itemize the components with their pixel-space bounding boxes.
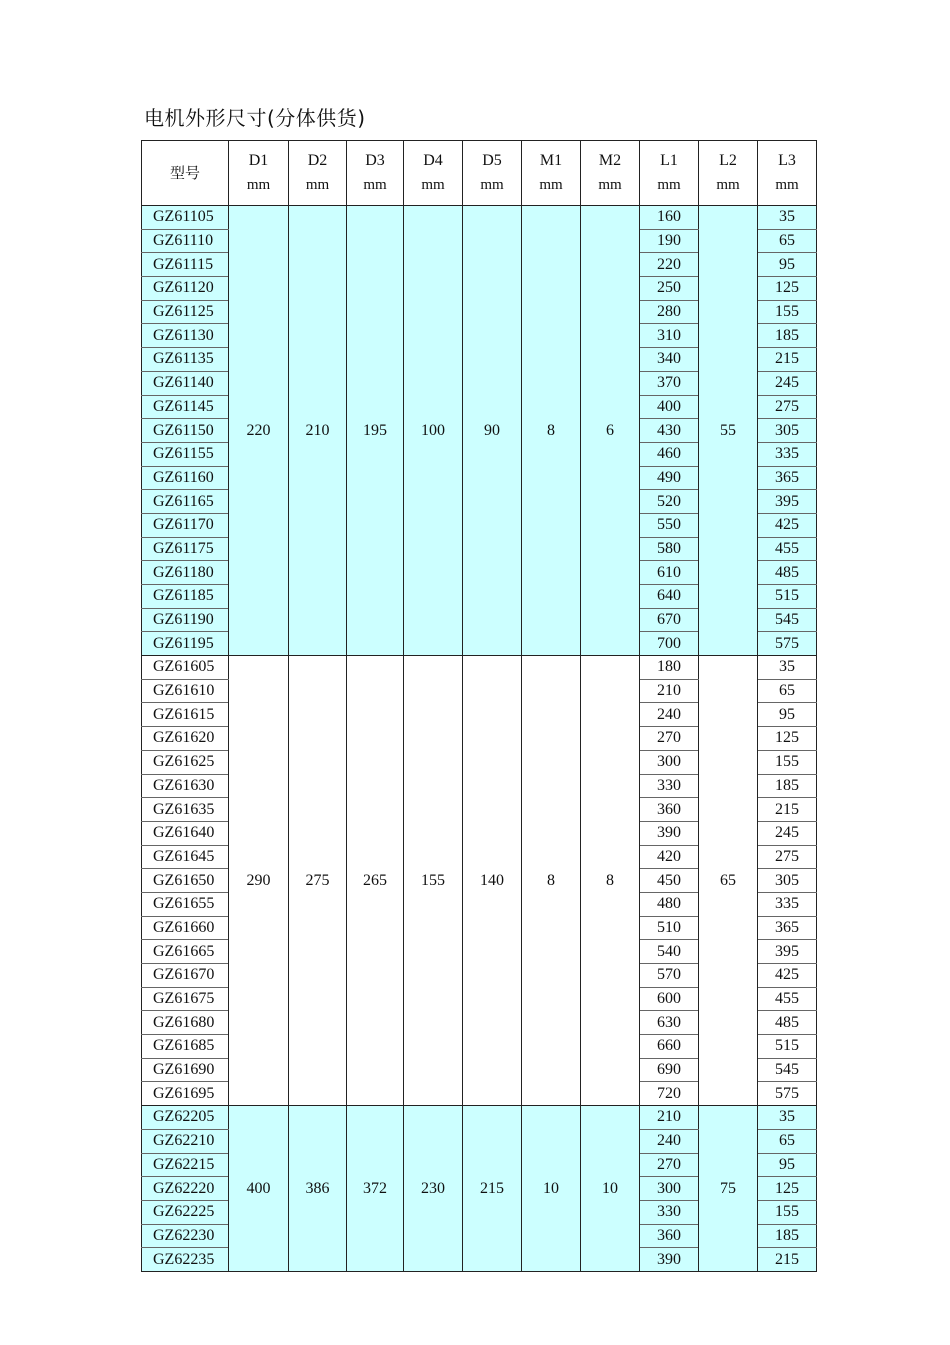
model-cell: GZ61190 <box>142 608 229 632</box>
header-d2 <box>289 141 347 206</box>
header-d3 <box>347 141 404 206</box>
model-cell: GZ61125 <box>142 300 229 324</box>
l1-cell: 330 <box>640 774 699 798</box>
header-d2-unit: mm <box>305 177 330 193</box>
d4-cell: 100 <box>404 206 463 656</box>
header-m1 <box>522 141 581 206</box>
model-cell: GZ61605 <box>142 656 229 680</box>
model-cell: GZ61635 <box>142 798 229 822</box>
model-cell: GZ61175 <box>142 537 229 561</box>
model-cell: GZ61185 <box>142 585 229 609</box>
l1-cell: 600 <box>640 987 699 1011</box>
page-title: 电机外形尺寸(分体供货) <box>144 106 366 130</box>
l3-cell: 35 <box>758 206 817 230</box>
l3-cell: 305 <box>758 419 817 443</box>
header-l2 <box>699 141 758 206</box>
model-cell: GZ61615 <box>142 703 229 727</box>
l3-cell: 245 <box>758 371 817 395</box>
header-m1-name: M1 <box>539 152 563 169</box>
l1-cell: 210 <box>640 1106 699 1130</box>
model-cell: GZ61665 <box>142 940 229 964</box>
l1-cell: 490 <box>640 466 699 490</box>
l1-cell: 430 <box>640 419 699 443</box>
l1-cell: 340 <box>640 348 699 372</box>
l3-cell: 95 <box>758 253 817 277</box>
model-cell: GZ61150 <box>142 419 229 443</box>
model-cell: GZ61155 <box>142 442 229 466</box>
l2-cell: 65 <box>699 656 758 1106</box>
l1-cell: 330 <box>640 1200 699 1224</box>
l1-cell: 240 <box>640 703 699 727</box>
l1-cell: 360 <box>640 1224 699 1248</box>
l3-cell: 185 <box>758 1224 817 1248</box>
header-d1-unit: mm <box>246 177 271 193</box>
d2-cell: 275 <box>289 656 347 1106</box>
l3-cell: 335 <box>758 442 817 466</box>
model-cell: GZ61180 <box>142 561 229 585</box>
l1-cell: 240 <box>640 1129 699 1153</box>
l1-cell: 640 <box>640 585 699 609</box>
l3-cell: 35 <box>758 1106 817 1130</box>
l1-cell: 370 <box>640 371 699 395</box>
l3-cell: 125 <box>758 277 817 301</box>
l1-cell: 660 <box>640 1035 699 1059</box>
l3-cell: 125 <box>758 1177 817 1201</box>
model-cell: GZ61110 <box>142 229 229 253</box>
l3-cell: 95 <box>758 703 817 727</box>
l3-cell: 65 <box>758 229 817 253</box>
l1-cell: 280 <box>640 300 699 324</box>
m1-cell: 8 <box>522 206 581 656</box>
header-m2 <box>581 141 640 206</box>
model-cell: GZ61130 <box>142 324 229 348</box>
table-row <box>142 1106 817 1130</box>
header-m1-unit: mm <box>539 177 563 193</box>
d2-cell: 386 <box>289 1106 347 1272</box>
l3-cell: 515 <box>758 1035 817 1059</box>
d3-cell: 372 <box>347 1106 404 1272</box>
table-group <box>142 656 817 1106</box>
l1-cell: 270 <box>640 727 699 751</box>
d1-cell: 220 <box>229 206 289 656</box>
header-l1-name: L1 <box>660 152 678 169</box>
l3-cell: 455 <box>758 537 817 561</box>
l3-cell: 485 <box>758 1011 817 1035</box>
d3-cell: 195 <box>347 206 404 656</box>
l3-cell: 185 <box>758 774 817 798</box>
d2-cell: 210 <box>289 206 347 656</box>
model-cell: GZ61120 <box>142 277 229 301</box>
l3-cell: 485 <box>758 561 817 585</box>
header-d4-name: D4 <box>423 152 443 169</box>
header-d4-unit: mm <box>421 177 445 193</box>
model-cell: GZ61620 <box>142 727 229 751</box>
l1-cell: 300 <box>640 750 699 774</box>
header-m2-unit: mm <box>598 177 622 193</box>
d1-cell: 400 <box>229 1106 289 1272</box>
m2-cell: 6 <box>581 206 640 656</box>
l3-cell: 575 <box>758 632 817 656</box>
model-cell: GZ62230 <box>142 1224 229 1248</box>
l3-cell: 215 <box>758 1248 817 1272</box>
l3-cell: 395 <box>758 490 817 514</box>
l1-cell: 630 <box>640 1011 699 1035</box>
header-d3-unit: mm <box>363 177 387 193</box>
l1-cell: 420 <box>640 845 699 869</box>
header-l3-name: L3 <box>778 152 796 169</box>
model-cell: GZ61140 <box>142 371 229 395</box>
l3-cell: 215 <box>758 348 817 372</box>
l2-cell: 55 <box>699 206 758 656</box>
model-cell: GZ61105 <box>142 206 229 230</box>
l3-cell: 125 <box>758 727 817 751</box>
model-cell: GZ62235 <box>142 1248 229 1272</box>
model-cell: GZ61630 <box>142 774 229 798</box>
l1-cell: 450 <box>640 869 699 893</box>
header-l2-unit: mm <box>716 177 740 193</box>
header-m2-name: M2 <box>598 152 622 169</box>
l1-cell: 220 <box>640 253 699 277</box>
l3-cell: 365 <box>758 466 817 490</box>
model-cell: GZ61690 <box>142 1058 229 1082</box>
l1-cell: 300 <box>640 1177 699 1201</box>
model-cell: GZ61675 <box>142 987 229 1011</box>
model-cell: GZ61685 <box>142 1035 229 1059</box>
d4-cell: 230 <box>404 1106 463 1272</box>
table-group <box>142 206 817 656</box>
l3-cell: 425 <box>758 964 817 988</box>
l3-cell: 305 <box>758 869 817 893</box>
d1-cell: 290 <box>229 656 289 1106</box>
l3-cell: 545 <box>758 608 817 632</box>
header-l3-unit: mm <box>775 177 799 193</box>
model-cell: GZ61695 <box>142 1082 229 1106</box>
l1-cell: 460 <box>640 442 699 466</box>
l3-cell: 65 <box>758 679 817 703</box>
l1-cell: 520 <box>640 490 699 514</box>
model-cell: GZ62215 <box>142 1153 229 1177</box>
model-cell: GZ61680 <box>142 1011 229 1035</box>
l3-cell: 155 <box>758 1200 817 1224</box>
header-d2-name: D2 <box>307 152 328 169</box>
model-cell: GZ61145 <box>142 395 229 419</box>
d3-cell: 265 <box>347 656 404 1106</box>
model-cell: GZ61645 <box>142 845 229 869</box>
model-cell: GZ61170 <box>142 513 229 537</box>
l1-cell: 310 <box>640 324 699 348</box>
d4-cell: 155 <box>404 656 463 1106</box>
d5-cell: 215 <box>463 1106 522 1272</box>
model-cell: GZ61160 <box>142 466 229 490</box>
l1-cell: 550 <box>640 513 699 537</box>
l1-cell: 540 <box>640 940 699 964</box>
dimension-table <box>141 140 817 1272</box>
l1-cell: 610 <box>640 561 699 585</box>
header-d5 <box>463 141 522 206</box>
model-cell: GZ62225 <box>142 1200 229 1224</box>
table-row <box>142 656 817 680</box>
l2-cell: 75 <box>699 1106 758 1272</box>
l3-cell: 245 <box>758 821 817 845</box>
d5-cell: 140 <box>463 656 522 1106</box>
l3-cell: 545 <box>758 1058 817 1082</box>
header-l1-unit: mm <box>657 177 681 193</box>
model-cell: GZ61115 <box>142 253 229 277</box>
l3-cell: 335 <box>758 892 817 916</box>
l1-cell: 510 <box>640 916 699 940</box>
model-cell: GZ62205 <box>142 1106 229 1130</box>
l3-cell: 455 <box>758 987 817 1011</box>
d5-cell: 90 <box>463 206 522 656</box>
l3-cell: 185 <box>758 324 817 348</box>
l3-cell: 395 <box>758 940 817 964</box>
table-group <box>142 1106 817 1272</box>
l1-cell: 190 <box>640 229 699 253</box>
l1-cell: 670 <box>640 608 699 632</box>
table-row <box>142 206 817 230</box>
l1-cell: 690 <box>640 1058 699 1082</box>
header-d1-name: D1 <box>248 152 269 169</box>
l1-cell: 720 <box>640 1082 699 1106</box>
model-cell: GZ62210 <box>142 1129 229 1153</box>
header-d5-unit: mm <box>480 177 504 193</box>
l3-cell: 35 <box>758 656 817 680</box>
model-cell: GZ61610 <box>142 679 229 703</box>
l1-cell: 210 <box>640 679 699 703</box>
model-cell: GZ61165 <box>142 490 229 514</box>
l1-cell: 480 <box>640 892 699 916</box>
model-cell: GZ61650 <box>142 869 229 893</box>
header-d5-name: D5 <box>482 152 502 169</box>
l1-cell: 390 <box>640 821 699 845</box>
header-l1 <box>640 141 699 206</box>
l3-cell: 95 <box>758 1153 817 1177</box>
m1-cell: 8 <box>522 656 581 1106</box>
l3-cell: 155 <box>758 300 817 324</box>
l1-cell: 270 <box>640 1153 699 1177</box>
l1-cell: 180 <box>640 656 699 680</box>
header-l2-name: L2 <box>719 152 737 169</box>
l1-cell: 390 <box>640 1248 699 1272</box>
model-cell: GZ61640 <box>142 821 229 845</box>
l3-cell: 275 <box>758 845 817 869</box>
model-cell: GZ61660 <box>142 916 229 940</box>
model-cell: GZ61625 <box>142 750 229 774</box>
model-cell: GZ61135 <box>142 348 229 372</box>
model-cell: GZ61670 <box>142 964 229 988</box>
l3-cell: 575 <box>758 1082 817 1106</box>
model-cell: GZ61655 <box>142 892 229 916</box>
l1-cell: 160 <box>640 206 699 230</box>
l1-cell: 250 <box>640 277 699 301</box>
header-l3 <box>758 141 817 206</box>
l1-cell: 580 <box>640 537 699 561</box>
header-d1 <box>229 141 289 206</box>
m2-cell: 8 <box>581 656 640 1106</box>
model-cell: GZ62220 <box>142 1177 229 1201</box>
l3-cell: 425 <box>758 513 817 537</box>
header-d3-name: D3 <box>365 152 385 169</box>
l3-cell: 215 <box>758 798 817 822</box>
l1-cell: 700 <box>640 632 699 656</box>
header-model: 型号 <box>142 141 229 206</box>
m2-cell: 10 <box>581 1106 640 1272</box>
l1-cell: 360 <box>640 798 699 822</box>
table-header <box>142 141 817 206</box>
l3-cell: 155 <box>758 750 817 774</box>
l3-cell: 65 <box>758 1129 817 1153</box>
header-d4 <box>404 141 463 206</box>
model-cell: GZ61195 <box>142 632 229 656</box>
m1-cell: 10 <box>522 1106 581 1272</box>
l1-cell: 570 <box>640 964 699 988</box>
l3-cell: 275 <box>758 395 817 419</box>
l3-cell: 365 <box>758 916 817 940</box>
l3-cell: 515 <box>758 585 817 609</box>
l1-cell: 400 <box>640 395 699 419</box>
